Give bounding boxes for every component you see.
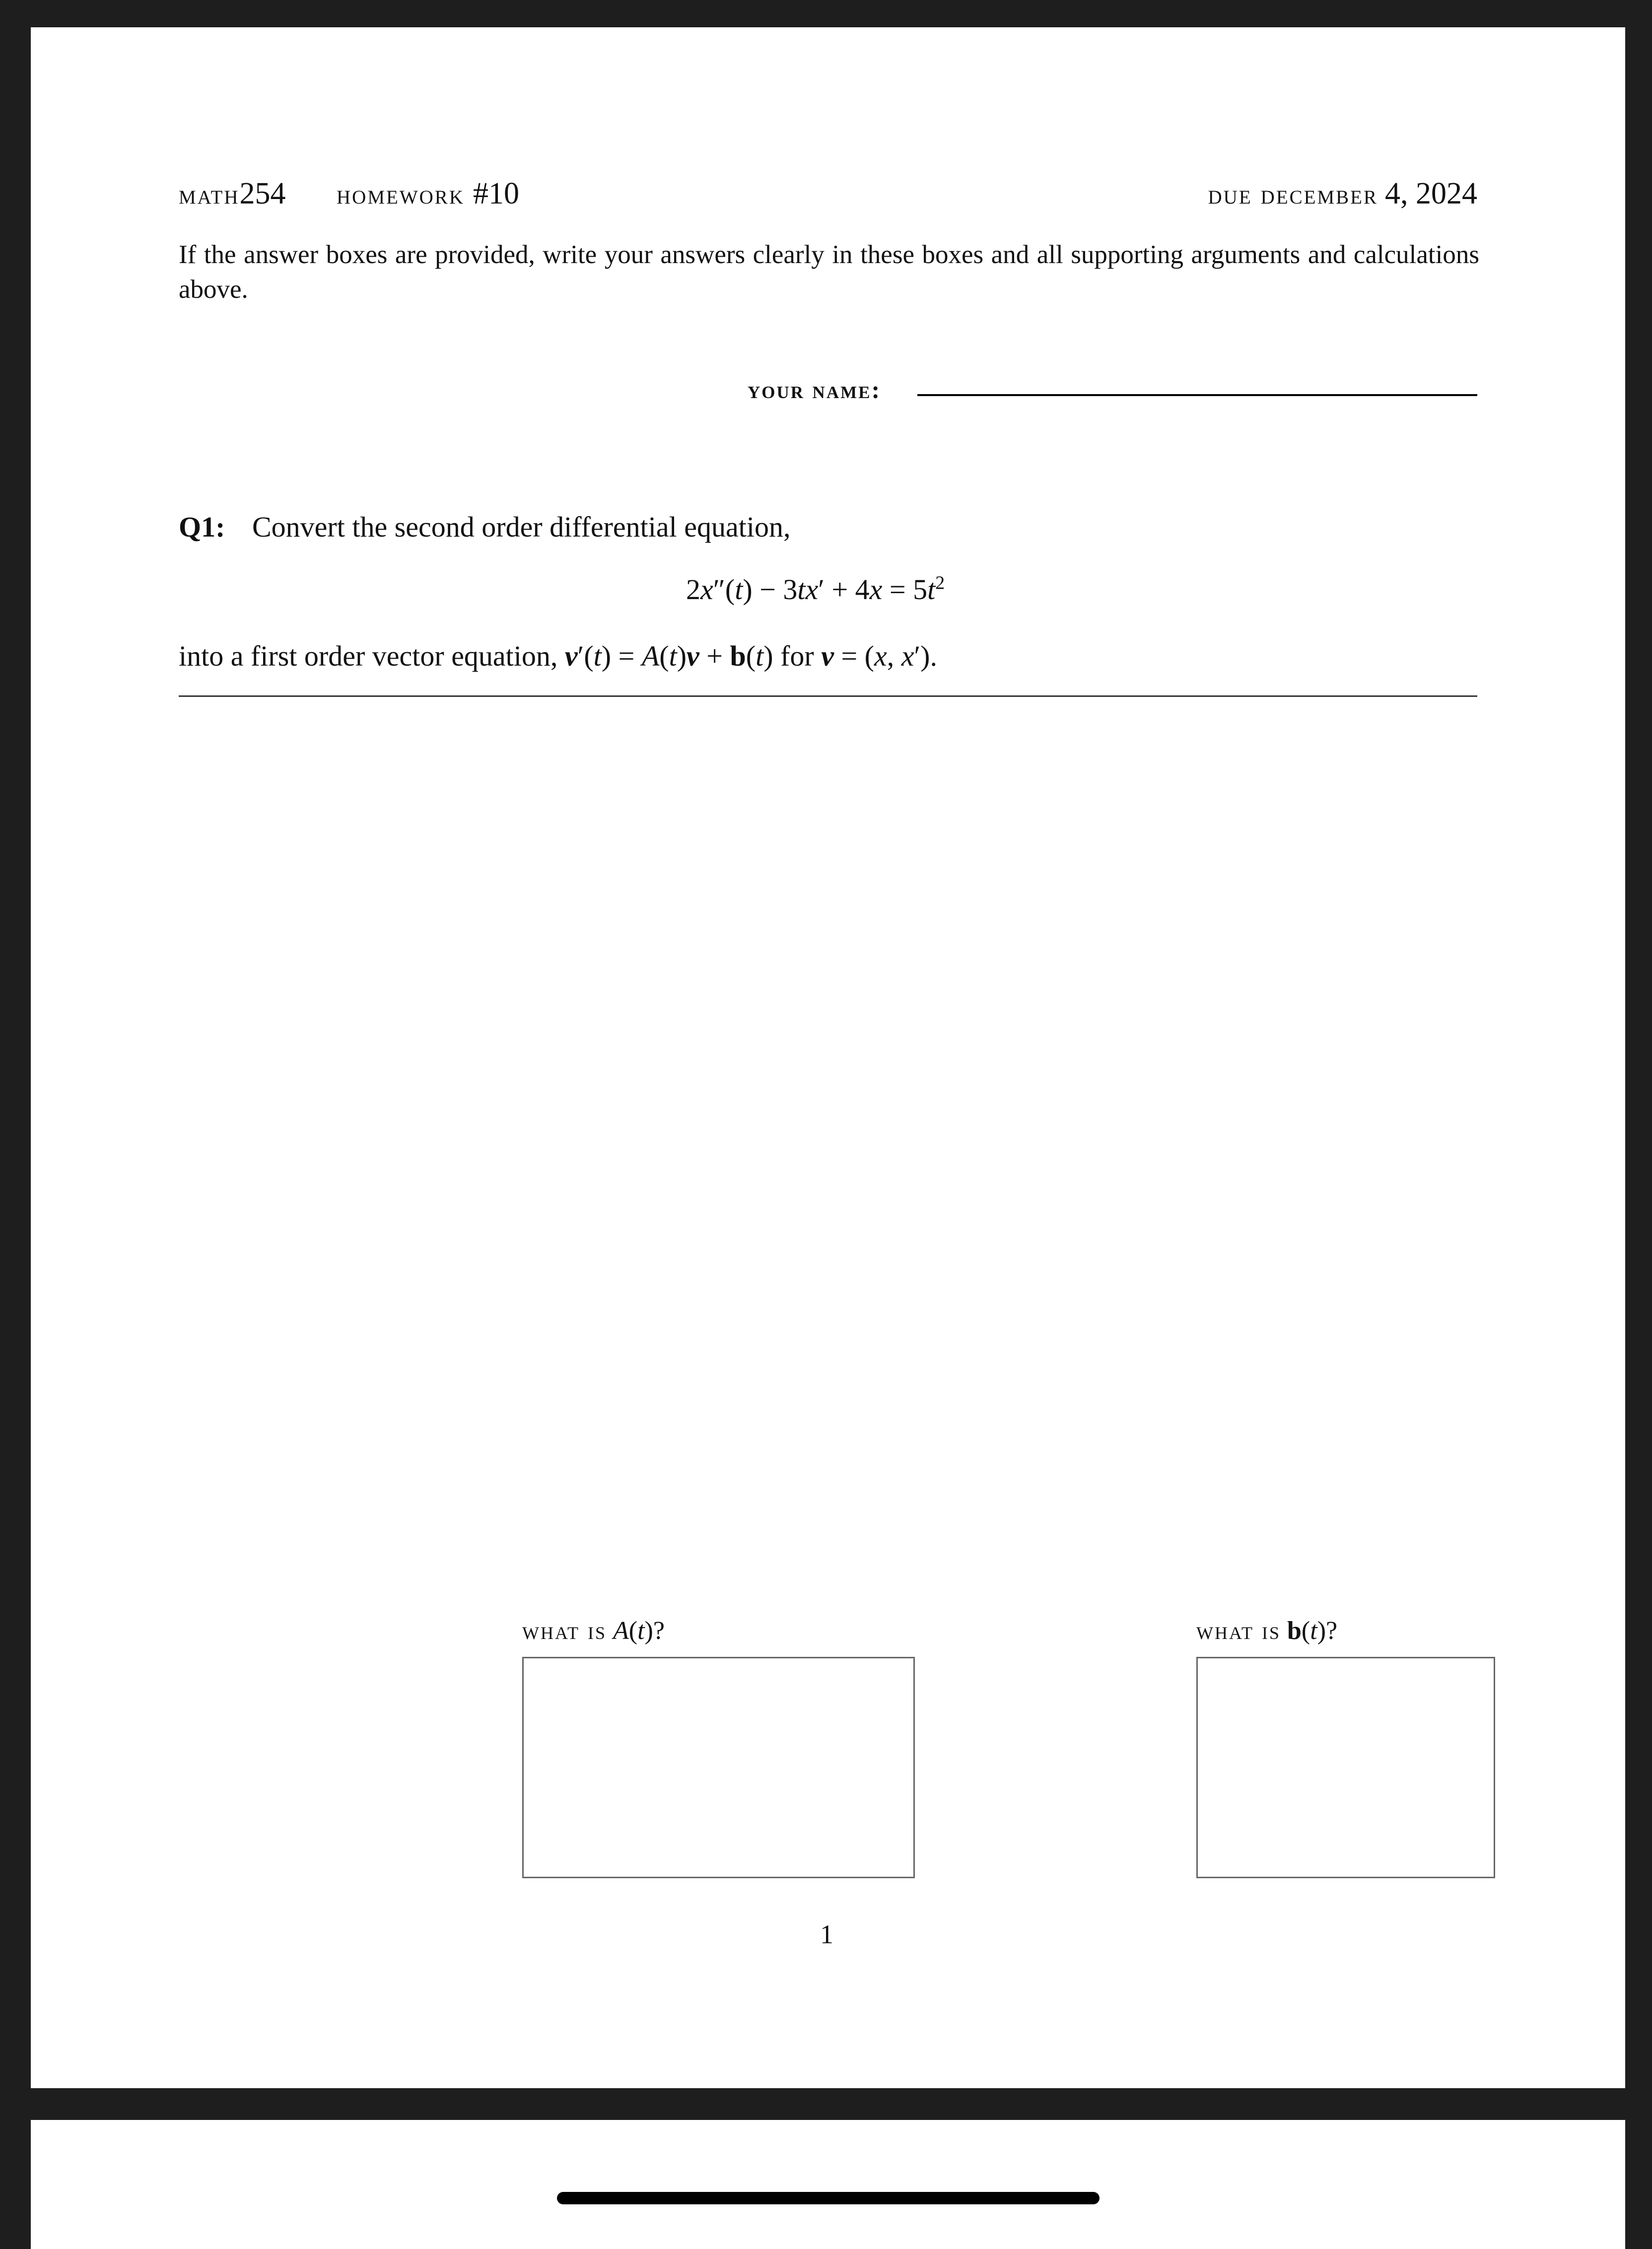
- page-number: 1: [820, 1919, 833, 1949]
- answer-b-label: what is b(t)?: [1196, 1617, 1338, 1645]
- question-prompt: Convert the second order differential equation,: [252, 511, 791, 543]
- vector-equation-sentence: into a first order vector equation, v′(t) = A(t)v + b(t) for v = (x, x′).: [179, 640, 937, 672]
- question-label: Q1:: [179, 511, 225, 543]
- differential-equation: $2x''(t) - 3tx' + 4x = 5t^2$: [686, 572, 945, 606]
- name-label: your name:: [748, 376, 882, 404]
- homework-label: homework #10: [337, 177, 519, 210]
- question-divider: [179, 695, 1477, 697]
- instructions-text: If the answer boxes are provided, write your answers clearly in these boxes and all supporting arguments and calculations above.: [179, 240, 1479, 304]
- answer-a-label: what is A(t)?: [522, 1617, 665, 1645]
- name-field-line[interactable]: [917, 394, 1477, 396]
- home-indicator[interactable]: [557, 2192, 1100, 2204]
- due-date: due december 4, 2024: [1208, 177, 1477, 210]
- answer-box-a[interactable]: [522, 1657, 915, 1878]
- next-page-preview: [31, 2120, 1625, 2249]
- course-code: math254: [179, 177, 286, 210]
- answer-box-b[interactable]: [1196, 1657, 1495, 1878]
